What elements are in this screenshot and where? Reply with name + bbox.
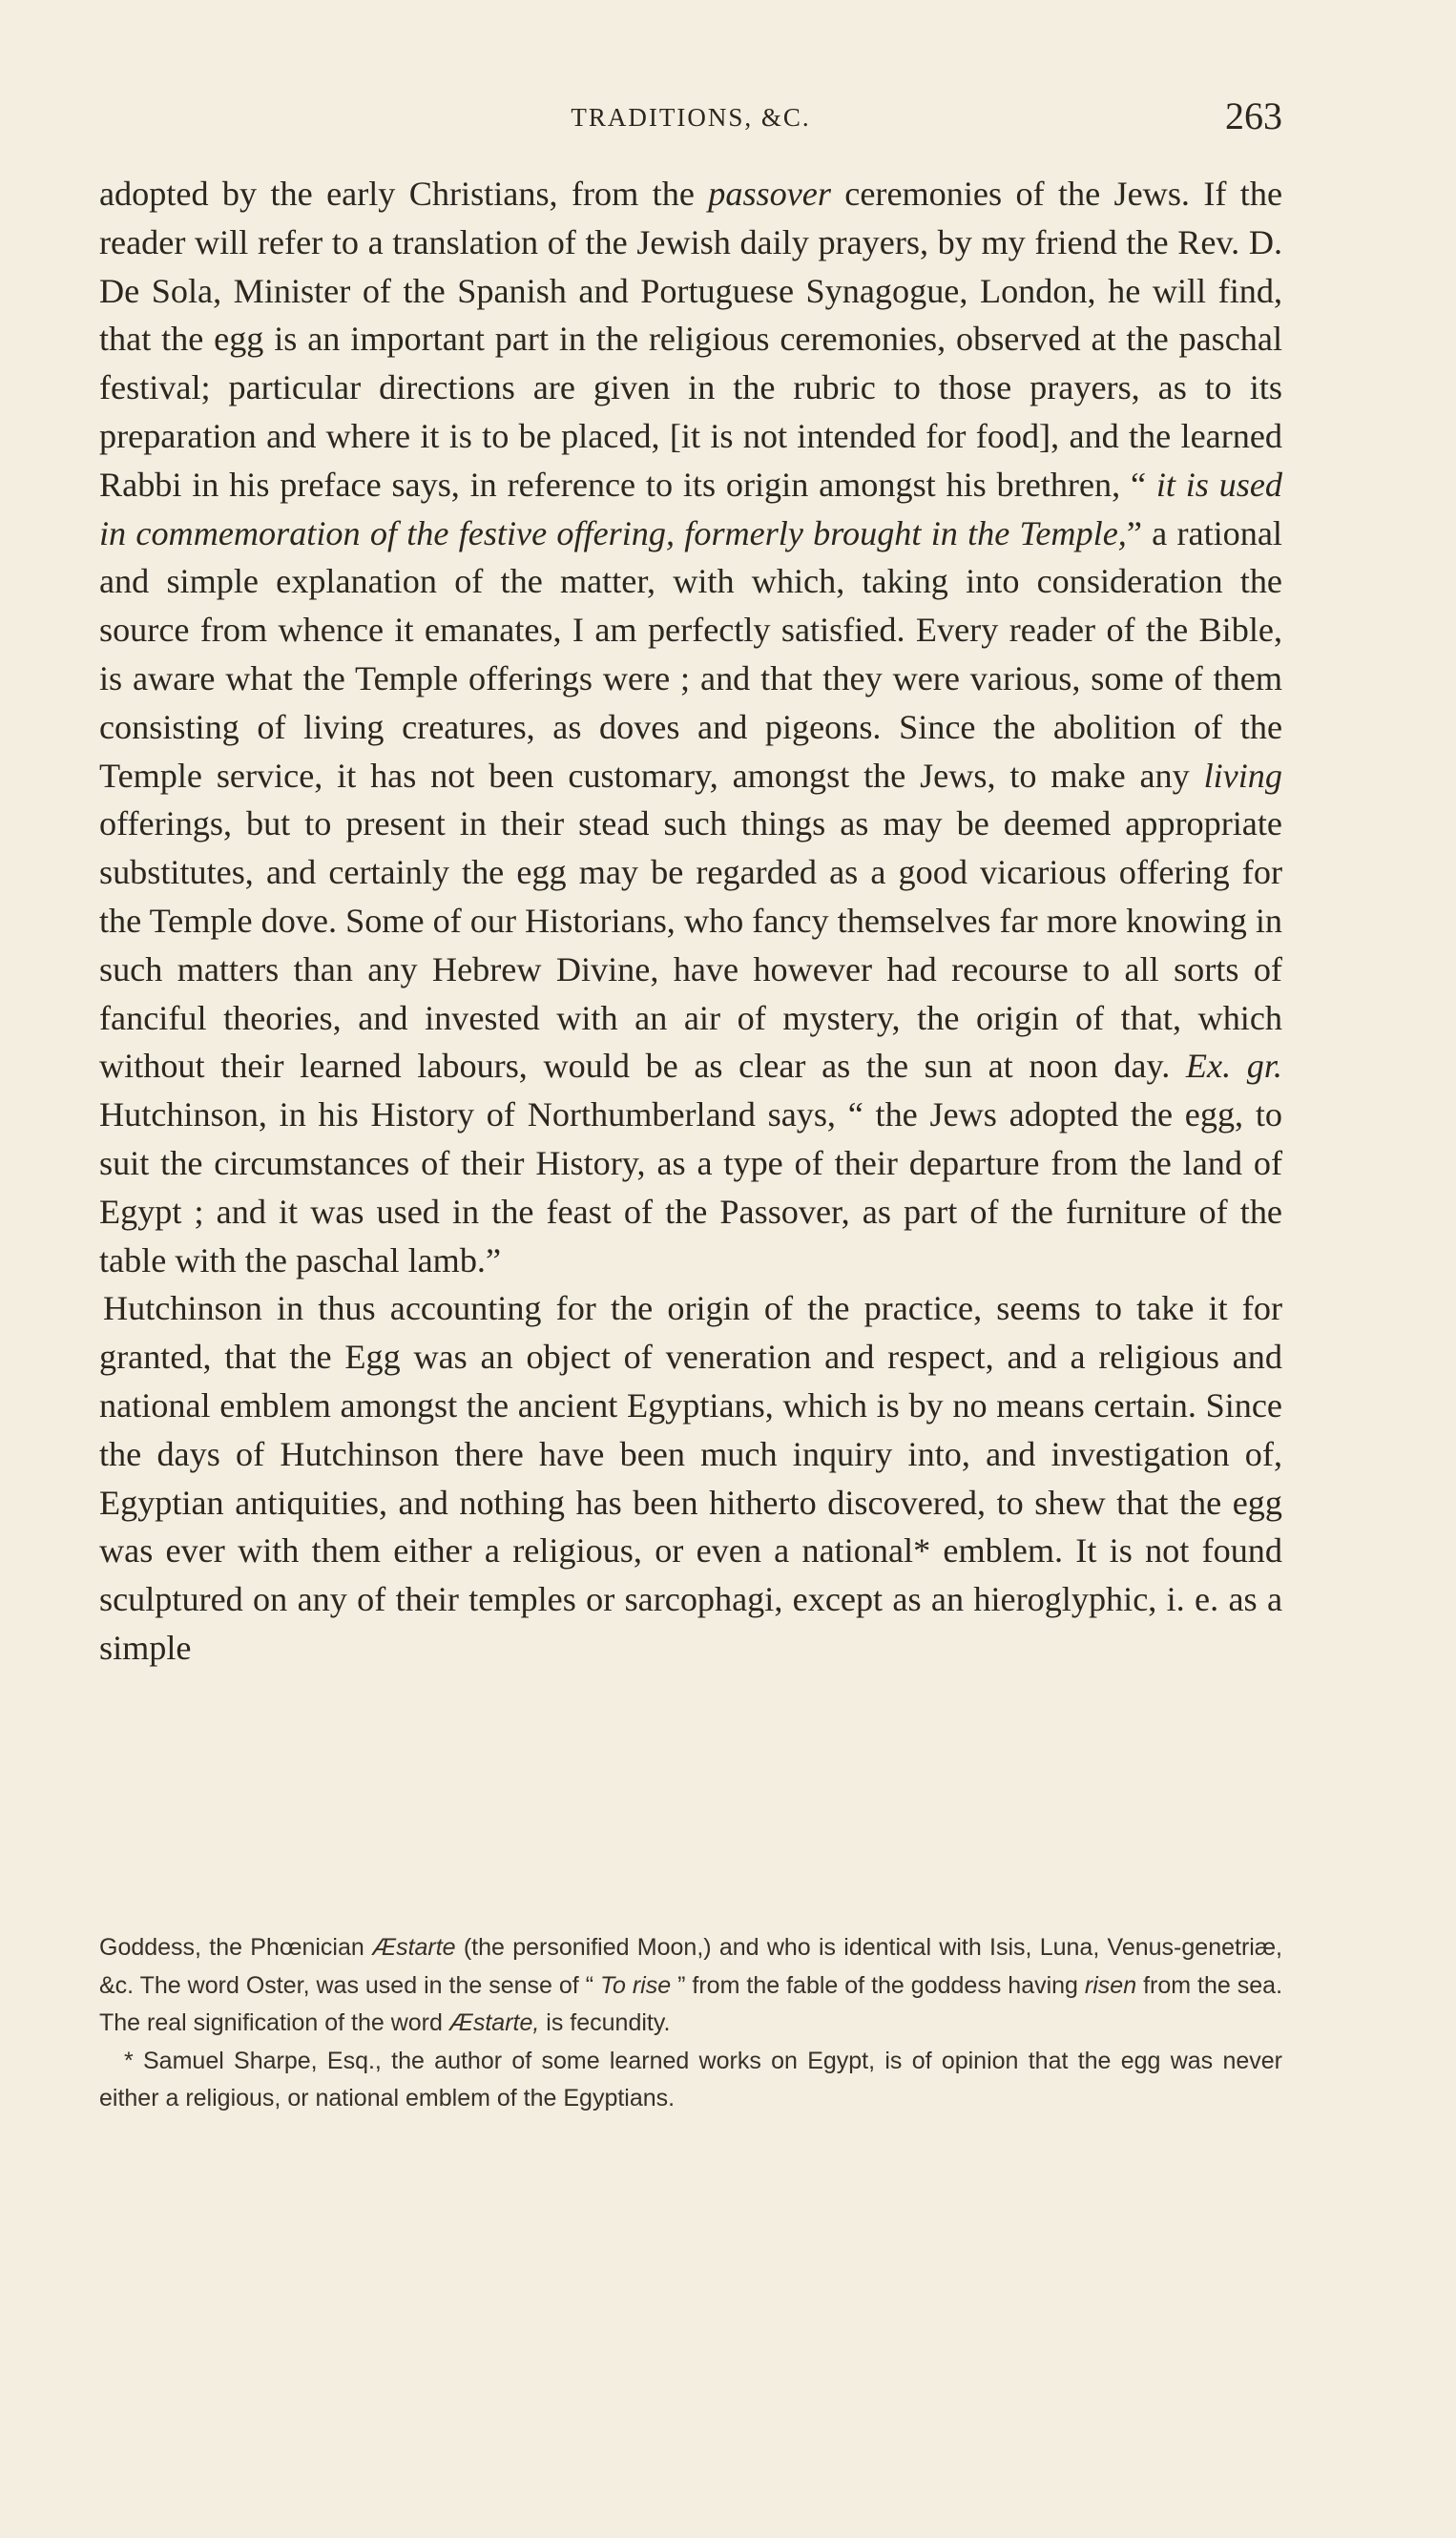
italic-text: Ex. gr.	[1185, 1047, 1282, 1086]
text-run: from the sea. The real signification of the word	[99, 1971, 1283, 2036]
text-run: Goddess, the Phœnician	[99, 1934, 373, 1961]
paragraph	[99, 1284, 1282, 1672]
italic-text: To rise	[600, 1971, 672, 1999]
italic-text: passover	[708, 175, 831, 213]
paragraph	[99, 170, 1282, 1284]
text-run: adopted by the early Christians, from the	[99, 175, 709, 213]
footnotes	[99, 1929, 1282, 2118]
text-run: ceremonies of the Jews. If the reader will refer to a translation of the Jewish daily prayers, by my friend the Rev. D. De Sola, Minister of the Spanish and Portuguese Synagogue, London, he will find, that the egg is an important part in the religious ceremonies, observed at the paschal festival; particular directions are given in the rubric to those prayers, as to its preparation and where it is to be placed, [it is not intended for food], and the learned Rabbi in his preface says, in reference to its origin amongst his brethren, “	[99, 175, 1283, 504]
text-run: Hutchinson, in his History of Northumberland says, “ the Jews adopted the egg, to suit the circumstances of their History, as a type of their departure from the land of Egypt ; and it was used in the feast of the Passover, as part of the furniture of the table with the paschal lamb.”	[99, 1095, 1282, 1279]
italic-text: Æstarte	[372, 1934, 456, 1961]
text-run: is fecundity.	[539, 2009, 671, 2036]
text-run: offerings, but to present in their stead such things as may be deemed appropriate substitutes, and certainly the egg may be regarded as a good vicarious offering for the Temple dove. Some of our Historians, who fancy themselves far more knowing in such matters than any Hebrew Divine, have however had recourse to all sorts of fanciful theories, and invested with an air of mystery, the origin of that, which without their learned labours, would be as clear as the sun at noon day.	[99, 804, 1282, 1086]
italic-text: Æstarte,	[448, 2009, 540, 2036]
text-run: (the personified Moon,) and who is identical with Isis, Luna, Venus-genetriæ, &c. The word Oster, was used in the sense of “	[99, 1934, 1282, 1999]
page-number: 263	[1225, 94, 1282, 137]
text-run: ” a rational and simple explanation of the matter, with which, taking into consideration the source from whence it emanates, I am perfectly satisfied. Every reader of the Bible, is aware what the Temple offerings were ; and that they were various, some of them consisting of living creatures, as doves and pigeons. Since the abolition of the Temple service, it has not been customary, amongst the Jews, to make any	[99, 513, 1282, 795]
page-header	[99, 94, 1282, 151]
main-text	[99, 170, 1282, 1673]
italic-text: risen	[1084, 1971, 1137, 1999]
running-title: TRADITIONS, &C.	[571, 103, 811, 132]
footnote-star	[99, 2043, 1282, 2118]
footnote-continued	[99, 1929, 1282, 2043]
italic-text: it is used in commemoration of the festive offering, formerly brought in the Temple,	[99, 465, 1283, 552]
text-run: * Samuel Sharpe, Esq., the author of some learned works on Egypt, is of opinion that the egg was never either a religious, or national emblem of the Egyptians.	[99, 2047, 1282, 2112]
text-run: Hutchinson in thus accounting for the origin of the practice, seems to take it for granted, that the Egg was an object of veneration and respect, and a religious and national emblem amongst the ancient Egyptians, which is by no means certain. Since the days of Hutchinson there have been much inquiry into, and investigation of, Egyptian antiquities, and nothing has been hitherto discovered, to shew that the egg was ever with them either a religious, or even a national* emblem. It is not found sculptured on any of their temples or sarcophagi, except as an hieroglyphic, i. e. as a simple	[99, 1289, 1282, 1667]
text-run: ” from the fable of the goddess having	[671, 1971, 1085, 1999]
italic-text: living	[1203, 756, 1282, 795]
